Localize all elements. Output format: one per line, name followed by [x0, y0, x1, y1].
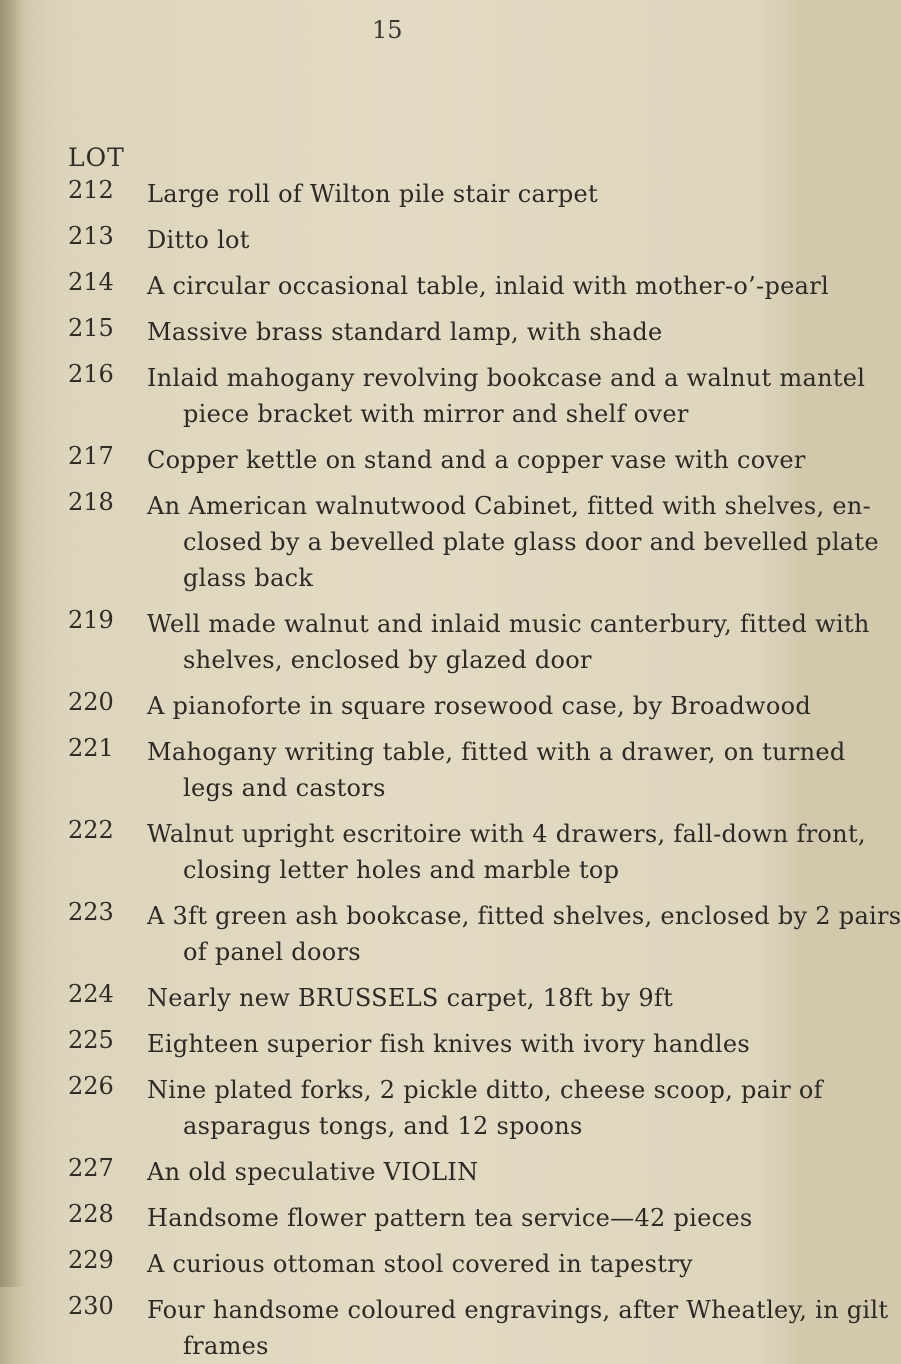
lot-description-line: closed by a bevelled plate glass door and bevelled plate [183, 528, 879, 556]
lot-number: 216 [68, 360, 114, 388]
lot-number: 214 [68, 268, 114, 296]
lot-number: 219 [68, 606, 114, 634]
lot-number: 217 [68, 442, 114, 470]
lot-description [147, 734, 846, 806]
lot-number: 228 [68, 1200, 114, 1228]
lot-description-line: shelves, enclosed by glazed door [183, 646, 592, 674]
lot-description-line: Mahogany writing table, fitted with a drawer, on turned [147, 738, 846, 766]
lot-description [147, 222, 647, 258]
lot-description [147, 1072, 823, 1144]
lot-description-line: A 3ft green ash bookcase, fitted shelves, enclosed by 2 pairs [147, 902, 901, 930]
lot-description-line: of panel doors [183, 938, 361, 966]
lot-description-line: Nine plated forks, 2 pickle ditto, cheese scoop, pair of [147, 1076, 823, 1104]
lot-description-line: A circular occasional table, inlaid with mother-o’-pearl [147, 272, 829, 300]
lot-description-line: Handsome flower pattern tea service—42 pieces [147, 1204, 753, 1232]
lot-number: 221 [68, 734, 114, 762]
lot-description-line: Copper kettle on stand and a copper vase with cover [147, 446, 806, 474]
lot-description-line: Nearly new BRUSSELS carpet, 18ft by 9ft [147, 984, 674, 1012]
lot-number: 212 [68, 176, 114, 204]
lot-description-line: glass back [183, 564, 314, 592]
lot-description-line: Massive brass standard lamp, with shade [147, 318, 663, 346]
lot-number: 213 [68, 222, 114, 250]
lot-description [147, 980, 674, 1016]
lot-description-line: closing letter holes and marble top [183, 856, 620, 884]
lot-description-line: Four handsome coloured engravings, after Wheatley, in gilt [147, 1296, 889, 1324]
page-number: 15 [372, 16, 403, 44]
lot-number: 218 [68, 488, 114, 516]
lot-description [147, 606, 870, 678]
lot-description-line: An old speculative VIOLIN [147, 1158, 479, 1186]
lot-description [147, 688, 811, 724]
page-fold-shadow [0, 0, 26, 1287]
lot-description-line: A pianoforte in square rosewood case, by Broadwood [147, 692, 811, 720]
lot-description [147, 360, 866, 432]
lot-description-line: Large roll of Wilton pile stair carpet [147, 180, 598, 208]
lot-description [147, 898, 901, 970]
lot-description-line: An American walnutwood Cabinet, fitted with shelves, en- [147, 492, 872, 520]
lot-description [147, 176, 647, 212]
lot-number: 229 [68, 1246, 114, 1274]
lot-description [147, 442, 806, 478]
lot-description-line: Eighteen superior fish knives with ivory handles [147, 1030, 751, 1058]
lot-description [147, 1292, 889, 1364]
lot-number: 224 [68, 980, 114, 1008]
lot-description-line: piece bracket with mirror and shelf over [183, 400, 689, 428]
lot-description-line: frames [183, 1332, 269, 1360]
lot-number: 230 [68, 1292, 114, 1320]
lot-number: 225 [68, 1026, 114, 1054]
lot-description [147, 1154, 647, 1190]
lot-description [147, 816, 866, 888]
lot-description-line: Ditto lot [147, 226, 250, 254]
lot-description-line: Walnut upright escritoire with 4 drawers, fall-down front, [147, 820, 866, 848]
lot-description-line: legs and castors [183, 774, 386, 802]
lot-description [147, 1246, 693, 1282]
lot-description [147, 1026, 751, 1062]
lot-number: 215 [68, 314, 114, 342]
lot-description [147, 268, 829, 304]
lot-description [147, 488, 879, 596]
lot-description-line: A curious ottoman stool covered in tapestry [147, 1250, 693, 1278]
lot-number: 223 [68, 898, 114, 926]
lot-description-line: Well made walnut and inlaid music canterbury, fitted with [147, 610, 870, 638]
lot-number: 220 [68, 688, 114, 716]
lot-description [147, 314, 663, 350]
lot-number: 226 [68, 1072, 114, 1100]
lot-description-line: Inlaid mahogany revolving bookcase and a walnut mantel [147, 364, 866, 392]
lot-number: 222 [68, 816, 114, 844]
lot-description-line: asparagus tongs, and 12 spoons [183, 1112, 583, 1140]
lot-description [147, 1200, 753, 1236]
lot-number: 227 [68, 1154, 114, 1182]
lot-column-header: LOT [68, 143, 125, 172]
